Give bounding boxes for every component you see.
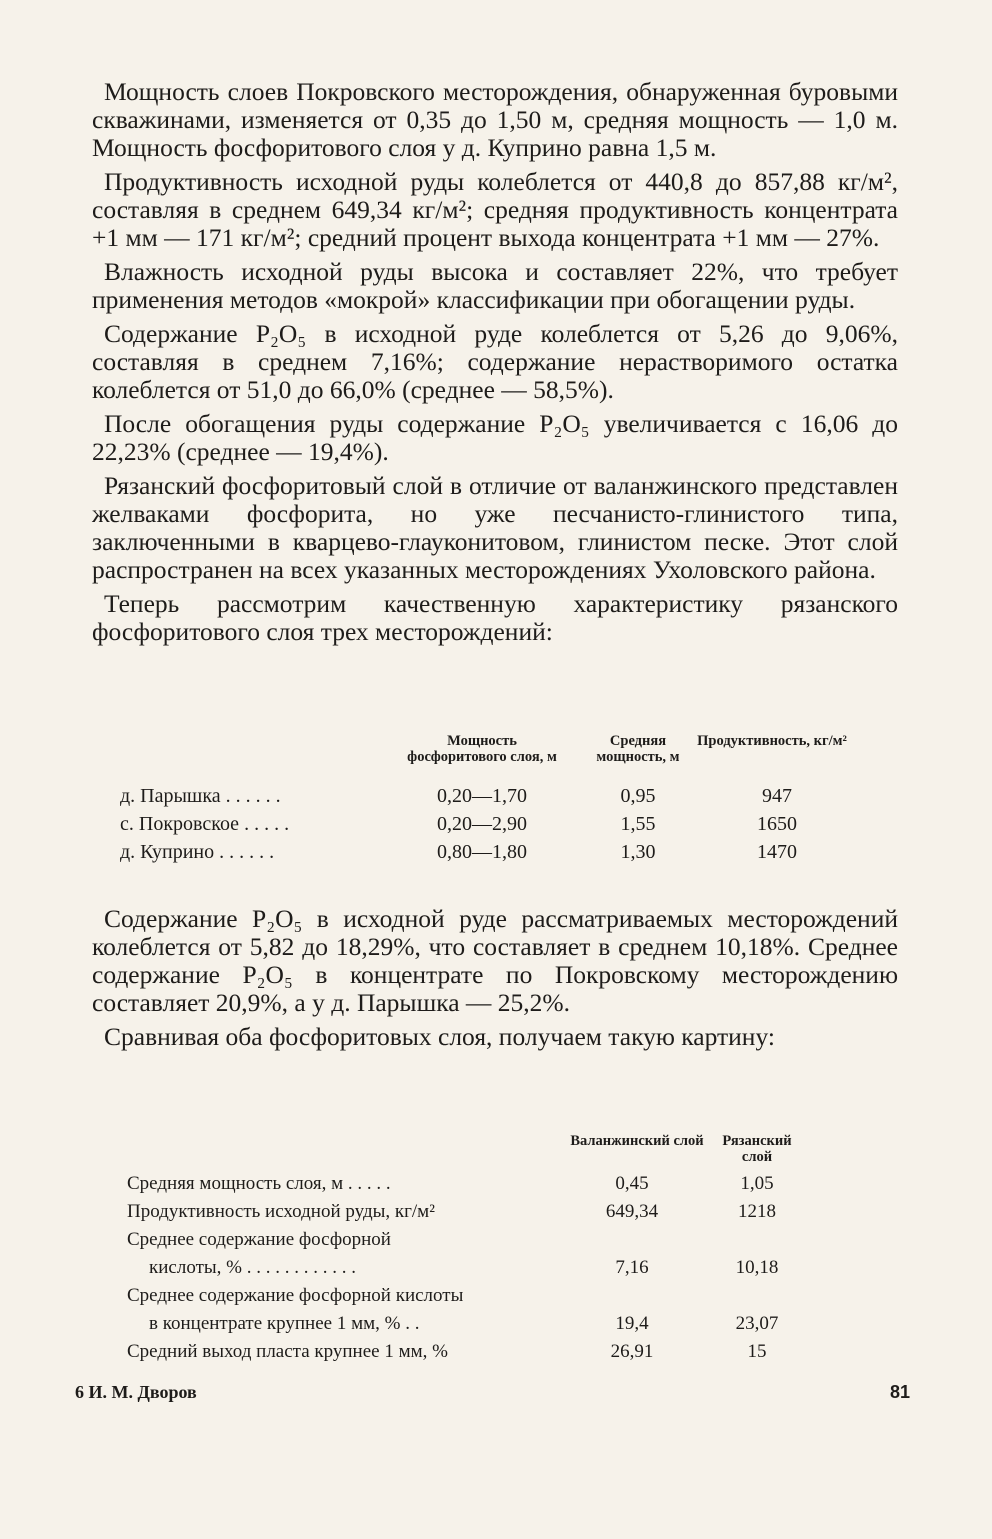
deposits-table-header [120, 733, 860, 785]
cell-average-thickness: 1,30 [620, 841, 656, 863]
paragraph-9: Сравнивая оба фосфоритовых слоя, получаем такую картину: [104, 1022, 775, 1051]
row-name: д. Парышка . . . . . . [120, 785, 281, 807]
table-row [120, 785, 860, 813]
cell-average-thickness: 0,95 [620, 785, 656, 807]
table-row [120, 813, 860, 841]
header-valanginian-layer: Валанжинский слой [570, 1133, 704, 1149]
row-name: д. Куприно . . . . . . [120, 841, 275, 863]
paragraph-1: Мощность слоев Покровского месторождения, обнаруженная буровыми скважинами, изменяется от 0,35 до 1,50 м, средняя мощность — 1,0 м. Мощность фосфоритового слоя у д. Куприно равна 1,5 м. [92, 77, 898, 162]
cell-ryazan: 10,18 [735, 1257, 779, 1278]
row-name: Средняя мощность слоя, м . . . . . [127, 1173, 391, 1194]
row-name: Средний выход пласта крупнее 1 мм, % [127, 1341, 448, 1362]
row-name: в концентрате крупнее 1 мм, % . . [149, 1313, 420, 1334]
row-name: с. Покровское . . . . . [120, 813, 290, 835]
paragraph-6: Рязанский фосфоритовый слой в отличие от валанжинского представлен желваками фосфорита, но уже песчанисто-глинистого типа, заключенными в кварцево-глауконитовом, глинистом песке. Этот слой распространен на всех указанных месторождениях Ухоловского района. [92, 471, 898, 584]
table-row [127, 1285, 827, 1313]
table-row [127, 1229, 827, 1257]
cell-ryazan: 1,05 [740, 1173, 774, 1194]
cell-average-thickness: 1,55 [620, 813, 656, 835]
table-row [127, 1313, 827, 1341]
row-name: кислоты, % . . . . . . . . . . . . [149, 1257, 356, 1278]
paragraph-7: Теперь рассмотрим качественную характеристику рязанского фосфоритового слоя трех месторождений: [92, 589, 898, 646]
header-layer-thickness: Мощность фосфоритового слоя, м [407, 733, 557, 765]
cell-productivity: 1470 [757, 841, 797, 863]
cell-valanginian: 19,4 [615, 1313, 649, 1334]
row-name: Среднее содержание фосфорной кислоты [127, 1285, 464, 1306]
comparison-table-header [127, 1133, 827, 1173]
paragraph-8: Содержание P₂O₅ в исходной руде рассматриваемых месторождений колеблется от 5,82 до 18,29%, что составляет в среднем 10,18%. Среднее содержание P₂O₅ в концентрате по Покровскому месторождению составляет 20,9%, а у д. Парышка — 25,2%. [92, 904, 898, 1017]
page-number: 81 [889, 1382, 910, 1402]
body-text-middle [92, 905, 898, 1057]
cell-valanginian: 0,45 [615, 1173, 649, 1194]
body-text-top [92, 78, 898, 652]
comparison-table [127, 1133, 827, 1369]
paragraph-4: Содержание P₂O₅ в исходной руде колеблется от 5,26 до 9,06%, составляя в среднем 7,16%; содержание нерастворимого остатка колеблется от 51,0 до 66,0% (среднее — 58,5%). [92, 319, 898, 404]
cell-ryazan: 23,07 [735, 1313, 779, 1334]
cell-layer-thickness: 0,20—2,90 [437, 813, 527, 835]
cell-valanginian: 7,16 [615, 1257, 649, 1278]
deposits-table [120, 733, 860, 869]
page-footer [75, 1382, 910, 1408]
cell-layer-thickness: 0,80—1,80 [437, 841, 527, 863]
table-row [127, 1257, 827, 1285]
cell-ryazan: 1218 [738, 1201, 776, 1222]
header-productivity: Продуктивность, кг/м² [697, 733, 847, 749]
header-average-thickness: Средняя мощность, м [596, 733, 680, 765]
paragraph-5: После обогащения руды содержание P₂O₅ увеличивается с 16,06 до 22,23% (среднее — 19,4%). [92, 409, 898, 466]
table-row [120, 841, 860, 869]
row-name: Среднее содержание фосфорной [127, 1229, 391, 1250]
signature-mark: 6 И. М. Дворов [75, 1382, 197, 1402]
table-row [127, 1341, 827, 1369]
cell-valanginian: 26,91 [610, 1341, 654, 1362]
table-row [127, 1173, 827, 1201]
row-name: Продуктивность исходной руды, кг/м² [127, 1201, 435, 1222]
table-row [127, 1201, 827, 1229]
cell-layer-thickness: 0,20—1,70 [437, 785, 527, 807]
cell-productivity: 1650 [757, 813, 797, 835]
paragraph-2: Продуктивность исходной руды колеблется от 440,8 до 857,88 кг/м², составляя в среднем 649,34 кг/м²; средняя продуктивность концентрата +1 мм — 171 кг/м²; средний процент выхода концентрата +1 мм — 27%. [92, 167, 898, 252]
cell-productivity: 947 [762, 785, 792, 807]
cell-ryazan: 15 [747, 1341, 767, 1362]
header-ryazan-layer: Рязанский слой [722, 1133, 792, 1165]
paragraph-3: Влажность исходной руды высока и составляет 22%, что требует применения методов «мокрой» классификации при обогащении руды. [92, 257, 898, 314]
cell-valanginian: 649,34 [605, 1201, 659, 1222]
